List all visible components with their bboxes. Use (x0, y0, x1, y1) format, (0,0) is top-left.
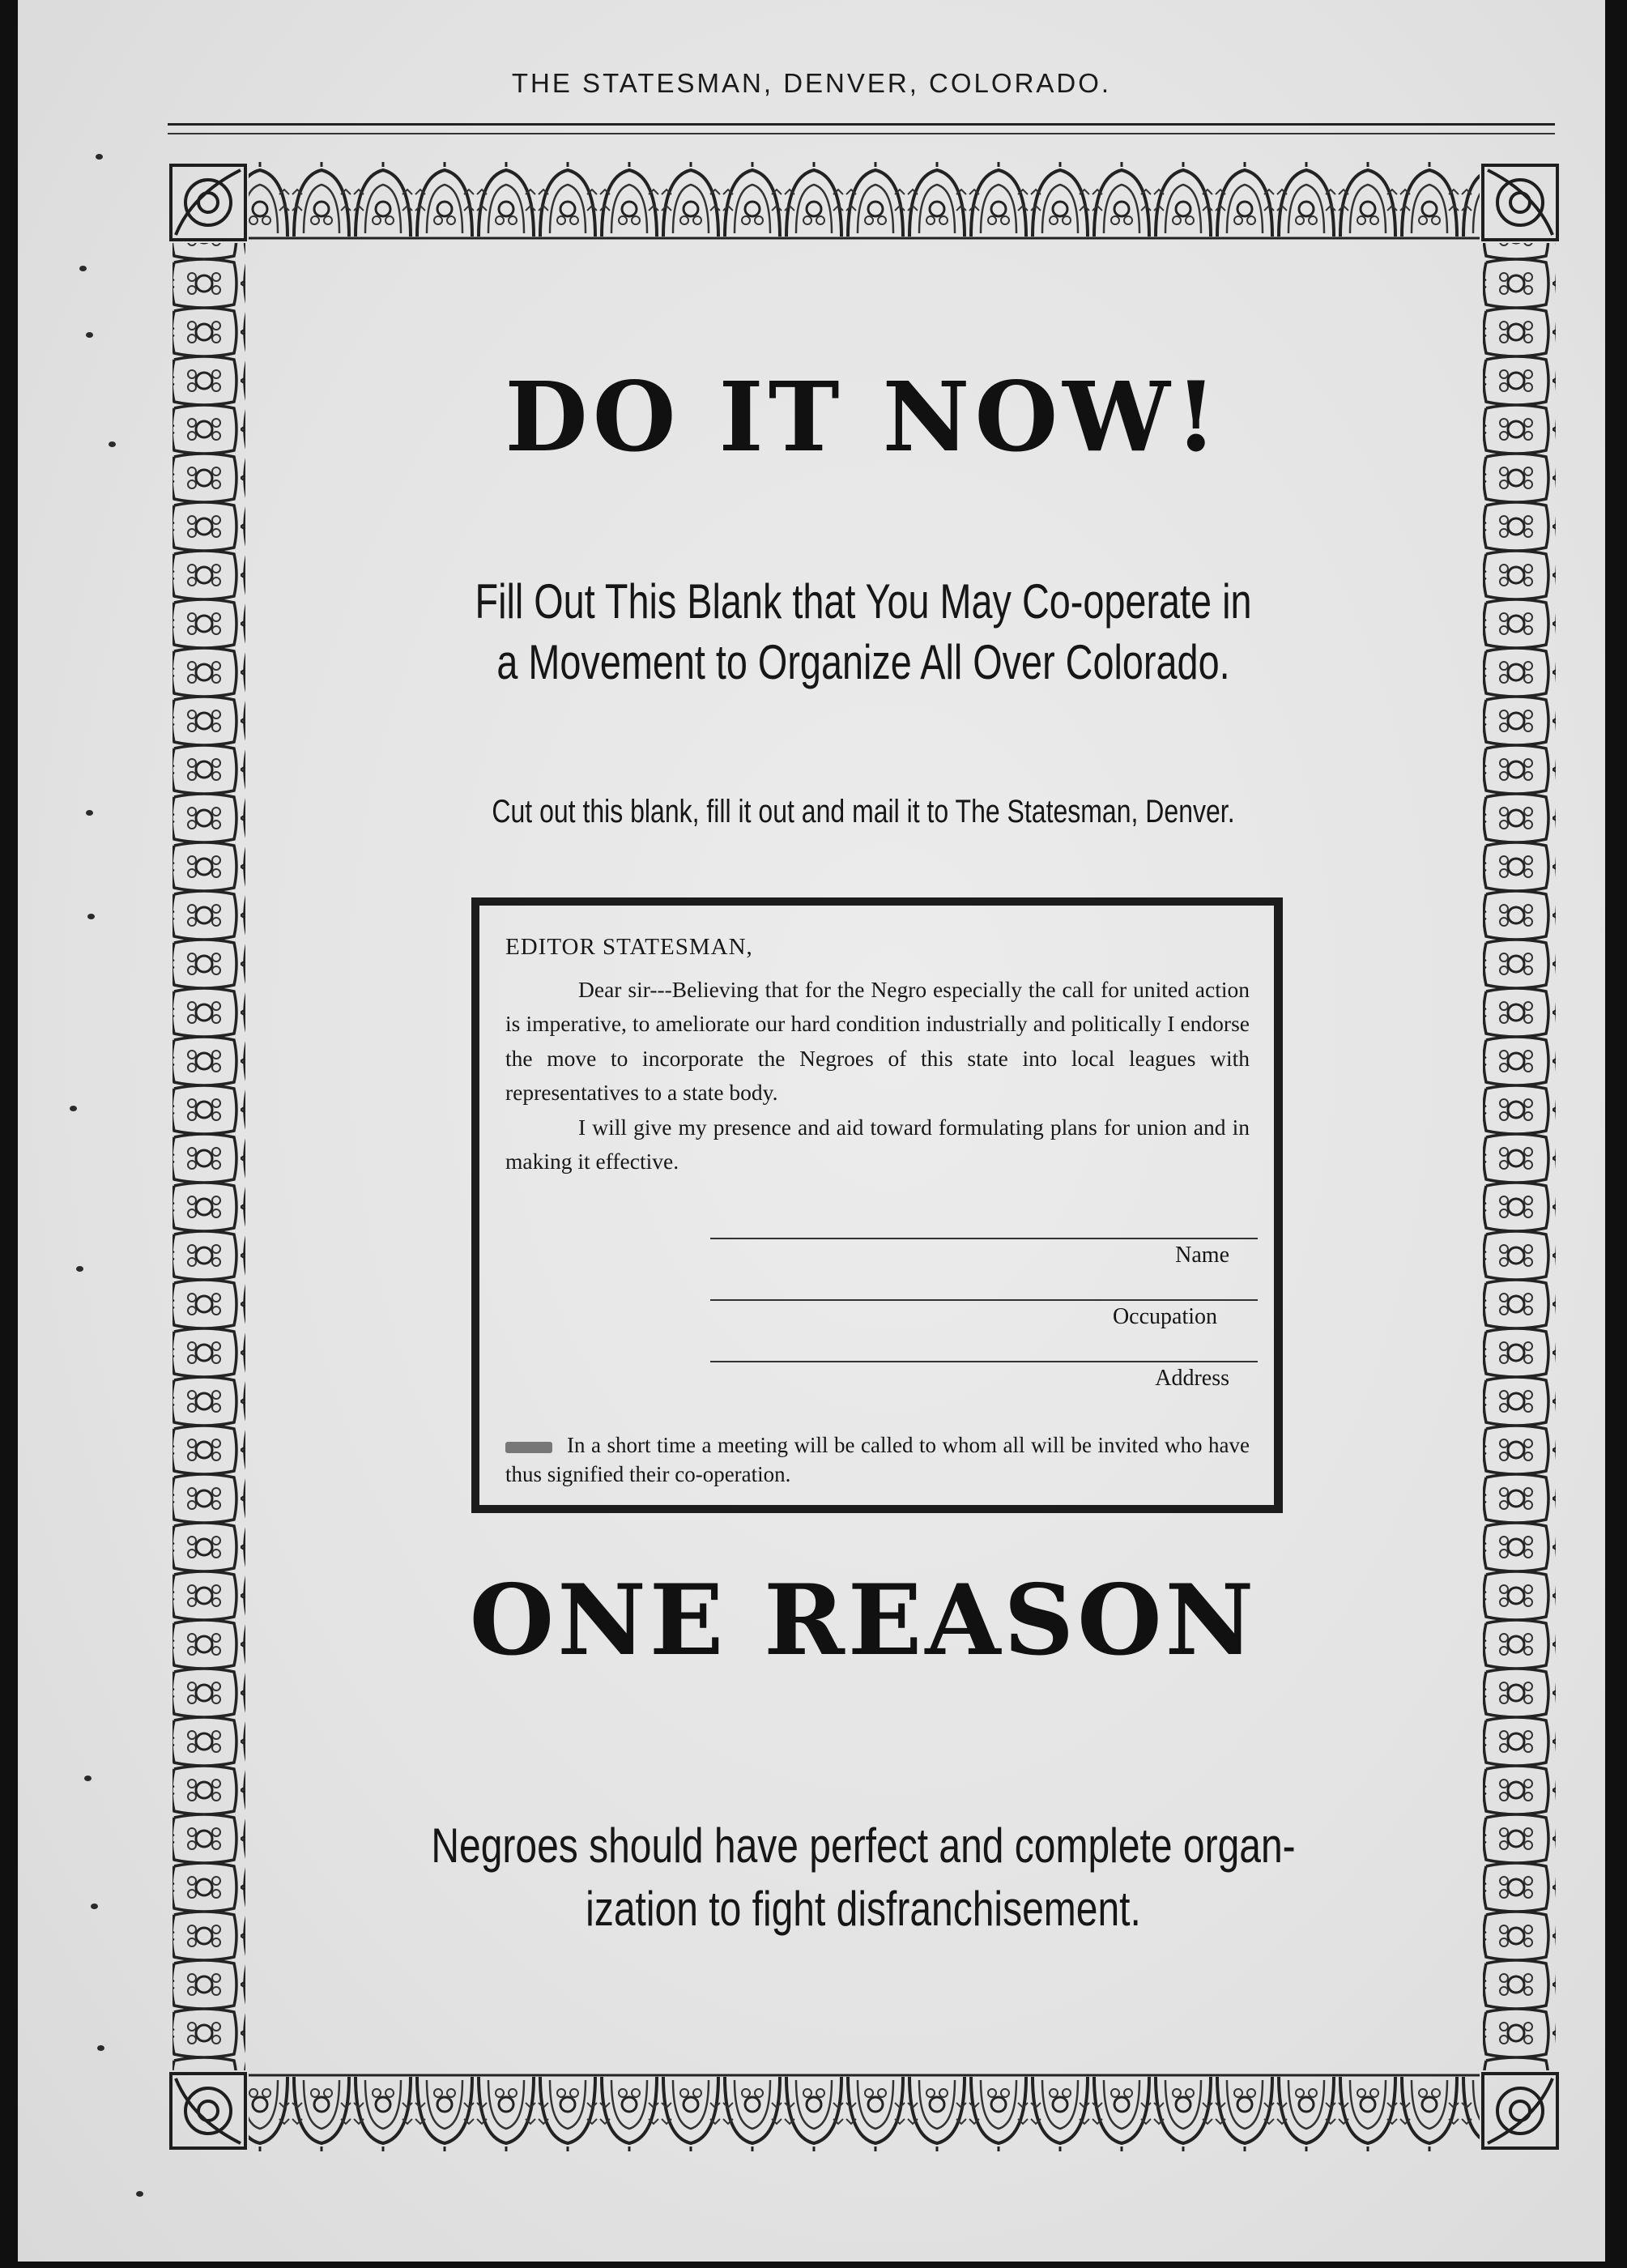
meeting-notice (505, 1430, 1250, 1489)
binding-hole (76, 1266, 83, 1272)
binding-hole (86, 810, 93, 816)
subtitle (434, 571, 1292, 693)
binding-hole (97, 2045, 104, 2051)
reason-line: Negroes should have perfect and complete organ- (431, 1818, 1296, 1873)
reason-line: ization to fight disfranchisement. (586, 1882, 1141, 1936)
running-head: THE STATESMAN, DENVER, COLORADO. (511, 68, 1112, 98)
coupon-form[interactable] (471, 897, 1283, 1513)
coupon-letter (505, 930, 1250, 1179)
header-rule (168, 123, 1555, 134)
subtitle-line: Fill Out This Blank that You May Co-operate in (475, 574, 1252, 629)
binding-hole (79, 266, 87, 271)
binding-hole (70, 1106, 77, 1111)
binding-hole (96, 154, 103, 160)
notice-text: In a short time a meeting will be called to whom all will be invited who have thus signified their co-operation. (505, 1433, 1250, 1486)
binding-hole (86, 332, 93, 338)
letter-paragraph: Dear sir---Believing that for the Negro especially the call for united action is imperative, to ameliorate our hard condition industrially and politically I endorse the move to incorporate the Negroes of this state into local leagues with representatives to a state body. (505, 976, 1250, 1105)
mailing-instructions: Cut out this blank, fill it out and mail it to The Statesman, Denver. (492, 794, 1235, 829)
newspaper-page (18, 0, 1605, 2262)
letter-paragraph: I will give my presence and aid toward formulating plans for union and in making it effective. (505, 1114, 1250, 1174)
binding-hole (84, 1776, 92, 1781)
binding-hole (109, 441, 116, 447)
name-line[interactable] (710, 1238, 1258, 1239)
salutation: EDITOR STATESMAN, (505, 934, 753, 960)
binding-hole (136, 2191, 143, 2197)
binding-hole (87, 914, 95, 919)
occupation-line[interactable] (710, 1299, 1258, 1301)
reason-text (411, 1814, 1316, 1941)
binding-hole (91, 1904, 98, 1909)
name-label: Name (1175, 1243, 1229, 1268)
pointing-hand-icon (505, 1442, 552, 1453)
reason-title: ONE REASON (469, 1563, 1258, 1678)
occupation-label: Occupation (1112, 1304, 1217, 1329)
headline: DO IT NOW! (505, 360, 1222, 473)
advertisement (249, 243, 1478, 2072)
subtitle-line: a Movement to Organize All Over Colorado. (496, 635, 1230, 689)
address-label: Address (1155, 1366, 1229, 1391)
address-line[interactable] (710, 1361, 1258, 1362)
